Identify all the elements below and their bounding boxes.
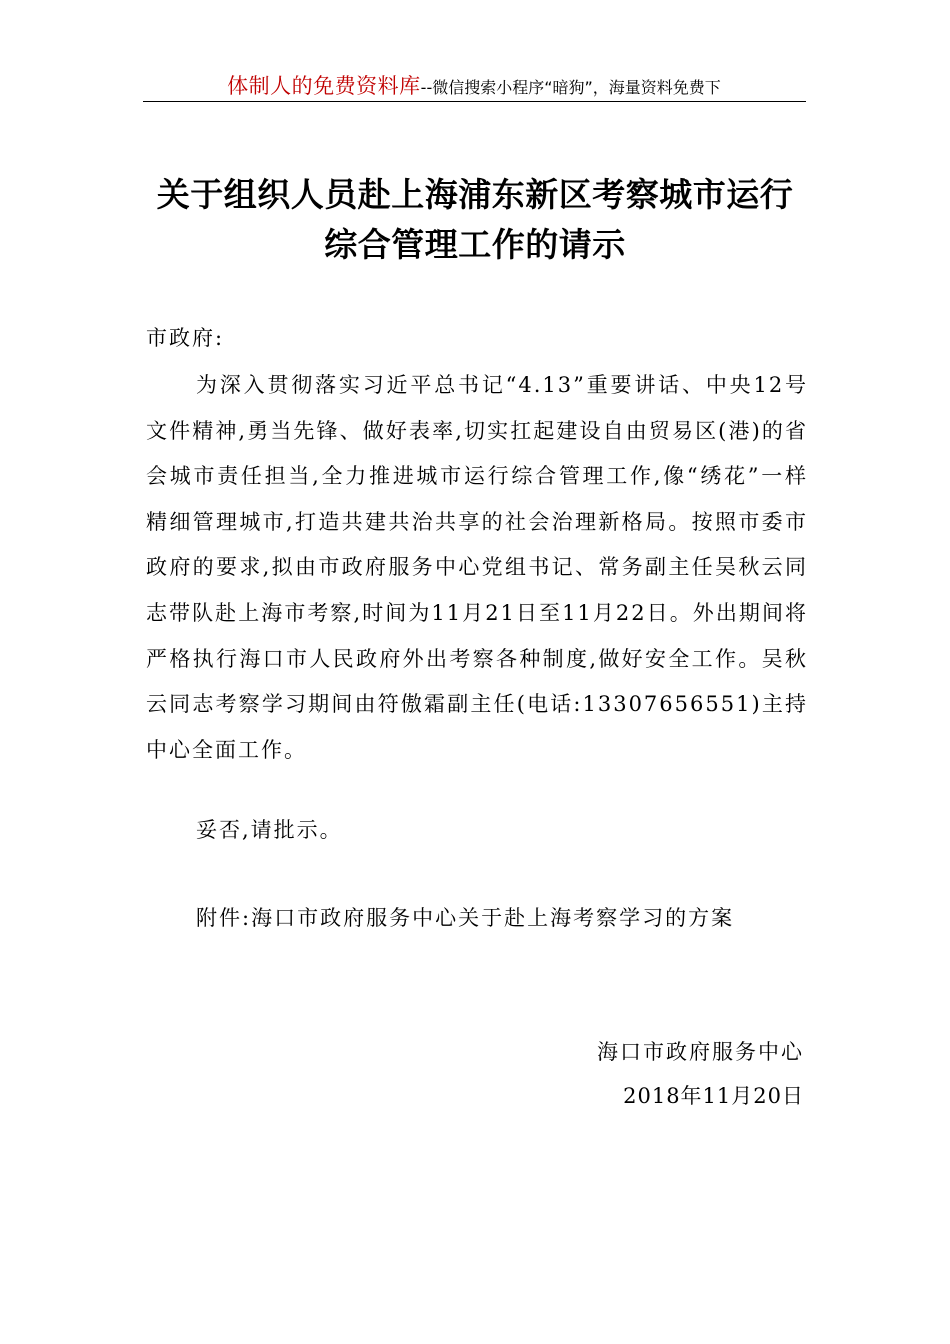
header-divider — [143, 101, 806, 102]
signature-organization: 海口市政府服务中心 — [597, 1040, 804, 1064]
header-brand: 体制人的免费资料库 — [227, 74, 421, 98]
attachment-note: 附件:海口市政府服务中心关于赴上海考察学习的方案 — [196, 906, 735, 930]
document-title: 关于组织人员赴上海浦东新区考察城市运行综合管理工作的请示 — [156, 175, 794, 264]
closing-line: 妥否,请批示。 — [196, 818, 343, 842]
header-tagline: --微信搜索小程序“暗狗”，海量资料免费下 — [420, 78, 721, 97]
page-header — [143, 70, 805, 100]
signature-date: 2018年11月20日 — [623, 1084, 804, 1108]
salutation: 市政府: — [146, 326, 225, 350]
body-paragraph: 为深入贯彻落实习近平总书记“4.13”重要讲话、中央12号文件精神,勇当先锋、做好表率,切实扛起建设自由贸易区(港)的省会城市责任担当,全力推进城市运行综合管理工作,像“绣花”一样精细管理城市,打造共建共治共享的社会治理新格局。按照市委市政府的要求,拟由市政府服务中心党组书记、常务副主任吴秋云同志带队赴上海市考察,时间为11月21日至11月22日。外出期间将严格执行海口市人民政府外出考察各种制度,做好安全工作。吴秋云同志考察学习期间由符傲霜副主任(电话:13307656551)主持中心全面工作。 — [146, 373, 808, 762]
